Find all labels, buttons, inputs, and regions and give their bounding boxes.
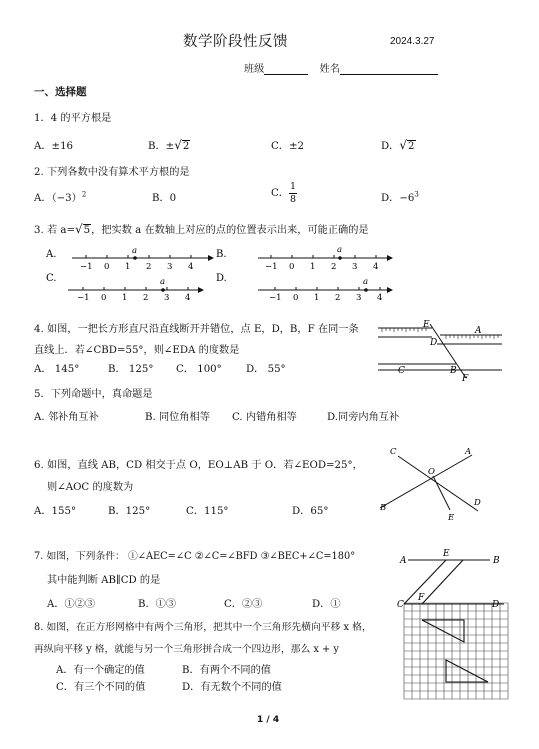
q7-figure: [397, 549, 504, 610]
q2-option-c-label: C．: [271, 188, 289, 199]
tick-c-5: 4: [185, 293, 191, 303]
number-line-c: [46, 273, 204, 303]
q8-option-b: B．有两个不同的值: [182, 665, 271, 676]
q6-option-d: D．65°: [292, 506, 329, 517]
tick-b-1: 0: [289, 262, 295, 272]
tick-b-0: −1: [265, 262, 278, 272]
q8-stem-line1: 8. 如图，在正方形网格中有两个三角形，把其中一个三角形先横向平移 x 格，: [34, 622, 372, 633]
q4-option-b: B． 125°: [108, 364, 154, 375]
class-label: 班级: [244, 64, 265, 75]
q7-option-a: A．①②③: [47, 599, 96, 610]
q1-option-d-radicand: 2: [408, 141, 415, 152]
q6-figure: [379, 447, 481, 523]
date: 2024.3.27: [390, 36, 435, 47]
tick-d-0: −1: [269, 293, 282, 303]
tick-d-1: 0: [293, 293, 299, 303]
q2-option-b: B．0: [152, 193, 177, 204]
q6-label-b: B: [380, 503, 387, 513]
point-c-label: a: [160, 277, 166, 287]
point-a: [133, 256, 137, 260]
q6-label-a: A: [465, 447, 472, 457]
q6-option-a: A．155°: [34, 506, 77, 517]
q5-option-a: A. 邻补角互补: [34, 412, 99, 423]
q1-option-b: B．±√2: [148, 138, 190, 152]
label-b: B.: [216, 249, 227, 260]
q8-option-a: A．有一个确定的值: [56, 665, 145, 676]
tick-d-3: 2: [335, 293, 341, 303]
tick-c-1: 0: [101, 293, 107, 303]
point-c: [161, 288, 165, 292]
tick-c-2: 1: [122, 293, 128, 303]
number-line-d: [216, 273, 393, 303]
q7-label-e: E: [443, 549, 450, 559]
q7-label-c: C: [397, 600, 404, 610]
tick-b-4: 3: [352, 262, 358, 272]
label-c: C.: [46, 273, 57, 284]
q5-option-c: C. 内错角相等: [232, 412, 297, 423]
tick-b-2: 1: [310, 262, 316, 272]
q1-option-b-radicand: 2: [182, 141, 190, 152]
q6-stem-line2: 则∠AOC 的度数为: [47, 482, 134, 493]
q7-option-b: B．①③: [138, 599, 177, 610]
tick-c-4: 3: [164, 293, 170, 303]
tick-a-0: −1: [80, 262, 93, 272]
q2-option-a-label: A．（−3）: [34, 193, 82, 204]
q1-option-a: A．±16: [34, 141, 74, 152]
q6-stem-line1: 6. 如图，直线 AB，CD 相交于点 O，EO⊥AB 于 O．若∠EOD=25°，: [34, 460, 363, 471]
q2-option-a-exp: 2: [81, 190, 87, 199]
q4-stem-line1: 4. 如图，一把长方形直尺沿直线断开并错位，点 E，D，B，F 在同一条: [34, 324, 359, 335]
q2-option-d-exp: 3: [414, 190, 419, 199]
q7-label-a: A: [400, 556, 407, 566]
q7-label-f: F: [418, 593, 425, 603]
q4-option-c: C． 100°: [176, 364, 222, 375]
point-b-label: a: [337, 245, 343, 255]
q6-label-o: O: [428, 467, 435, 477]
q4-option-d: D． 55°: [246, 364, 286, 375]
q1-stem: 1．4 的平方根是: [34, 113, 112, 124]
point-b: [338, 256, 342, 260]
q4-label-b: B: [450, 366, 457, 376]
tick-d-5: 4: [377, 293, 383, 303]
q6-option-b: B．125°: [108, 506, 151, 517]
q3-stem-post: ，把实数 a 在数轴上对应的点的位置表示出来，可能正确的是: [91, 225, 369, 236]
q3-stem: 3. 若 a=√5，把实数 a 在数轴上对应的点的位置表示出来，可能正确的是: [34, 222, 369, 236]
number-line-b: [216, 245, 393, 272]
q4-label-d: D: [430, 338, 438, 348]
q7-option-d: D．①: [312, 599, 341, 610]
tick-a-2: 1: [125, 262, 131, 272]
q1-option-c: C．±2: [271, 141, 304, 152]
q4-label-a: A: [475, 326, 482, 336]
q5-stem: 5．下列命题中，真命题是: [34, 389, 153, 400]
q7-stem-line1: 7. 如图，下列条件： ①∠AEC=∠C ②∠C=∠BFD ③∠BEC+∠C=180°: [34, 551, 356, 562]
point-d: [364, 288, 368, 292]
q8-grid: [404, 603, 508, 699]
section-heading: 一、选择题: [34, 86, 87, 98]
q1-option-d: D．√2: [381, 138, 415, 152]
point-a-label: a: [132, 246, 138, 256]
page-title: 数学阶段性反馈: [183, 34, 288, 50]
q7-stem-line2: 其中能判断 AB∥CD 的是: [47, 575, 161, 586]
number-line-a: [45, 246, 214, 272]
page-number: 1 / 4: [257, 715, 280, 725]
q2-stem: 2. 下列各数中没有算术平方根的是: [34, 167, 190, 178]
q6-label-e: E: [448, 513, 455, 523]
q5-option-d: D.同旁内角互补: [327, 412, 400, 423]
tick-c-3: 2: [143, 293, 149, 303]
tick-a-1: 0: [104, 262, 110, 272]
tick-a-3: 2: [146, 262, 152, 272]
q2-option-d-label: D．−6: [381, 193, 415, 204]
tick-b-3: 2: [331, 262, 337, 272]
tick-c-0: −1: [77, 293, 90, 303]
q6-option-c: C．115°: [186, 506, 229, 517]
q6-label-d: D: [474, 498, 481, 508]
q4-stem-line2: 直线上．若∠CBD=55°，则∠EDA 的度数是: [34, 345, 240, 356]
q7-option-c: C．②③: [224, 599, 263, 610]
q4-label-c: C: [398, 366, 405, 376]
q7-label-b: B: [493, 556, 500, 566]
q4-label-f: F: [462, 374, 469, 384]
tick-d-2: 1: [314, 293, 320, 303]
name-label: 姓名: [319, 64, 340, 75]
q3-radicand: 5: [83, 225, 91, 236]
label-a: A.: [46, 249, 57, 260]
q4-label-e: E: [423, 320, 430, 330]
q8-stem-line2: 再纵向平移 y 格，就能与另一个三角形拼合成一个四边形，那么 x + y: [34, 644, 339, 655]
q2-option-c-num: 1: [289, 181, 296, 192]
q3-stem-pre: 3. 若 a=: [34, 225, 75, 236]
q4-option-a: A． 145°: [34, 364, 80, 375]
q7-label-d: D: [492, 600, 500, 610]
q1-option-d-label: D．: [381, 141, 400, 152]
label-d: D.: [216, 273, 227, 284]
q1-option-b-label: B．±: [148, 141, 175, 152]
q8-option-d: D．有无数个不同的值: [182, 682, 282, 693]
tick-a-4: 3: [167, 262, 173, 272]
q4-figure: [378, 320, 502, 384]
q8-option-c: C．有三个不同的值: [56, 682, 146, 693]
q5-option-b: B. 同位角相等: [145, 412, 210, 423]
tick-b-5: 4: [373, 262, 379, 272]
tick-a-5: 4: [188, 262, 194, 272]
q2-option-c-den: 8: [289, 193, 296, 205]
q6-label-c: C: [390, 447, 397, 457]
point-d-label: a: [363, 277, 369, 287]
tick-d-4: 3: [356, 293, 362, 303]
